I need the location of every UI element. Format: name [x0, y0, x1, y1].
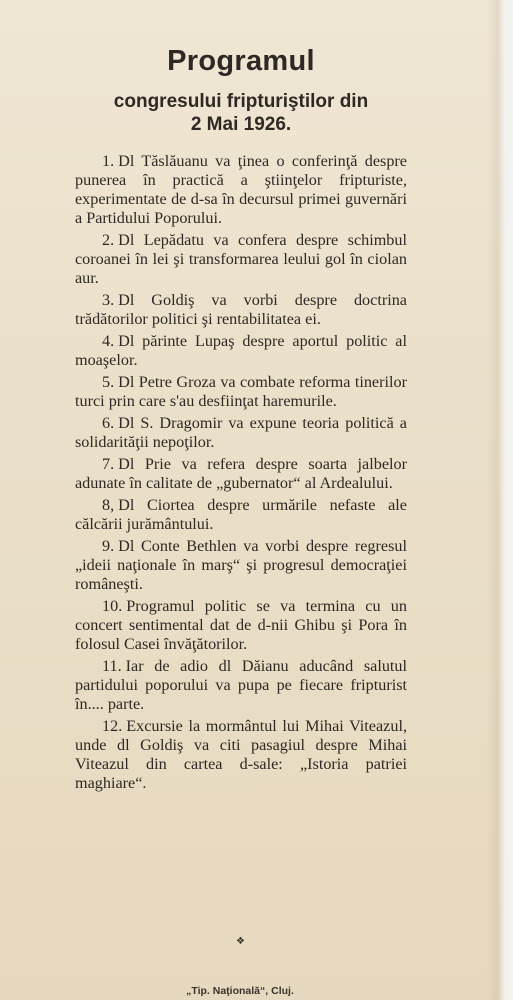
program-item: [75, 717, 407, 793]
item-number: 4.: [102, 332, 115, 350]
ornament-icon: ❖: [236, 936, 245, 947]
program-item: [75, 373, 407, 411]
item-text: Iar de adio dl Dăianu aducând salutul partidului poporului va pupa pe fiecare fripturist în.... parte.: [75, 657, 407, 713]
program-item: [75, 414, 407, 452]
item-number: 3.: [102, 291, 115, 309]
document-body: [75, 44, 407, 796]
item-number: 12.: [102, 717, 123, 735]
program-item: [75, 597, 407, 654]
item-text: Dl părinte Lupaş despre aportul politic al moaşelor.: [75, 332, 407, 369]
subtitle-line-2: 2 Mai 1926.: [190, 114, 292, 135]
program-item: [75, 537, 407, 594]
item-number: 8,: [102, 496, 115, 514]
program-item: [75, 332, 407, 370]
printer-imprint: „Tip. Naţională“, Cluj.: [186, 985, 294, 997]
item-number: 6.: [102, 414, 115, 432]
item-number: 1.: [102, 152, 115, 170]
item-text: Dl Petre Groza va combate reforma tinerilor turci prin care s'au desfiinţat haremurile.: [75, 373, 407, 410]
item-text: Dl Ciortea despre urmările nefaste ale călcării jurământului.: [75, 496, 407, 533]
item-text: Dl Goldiş va vorbi despre doctrina trădătorilor politici şi rentabilitatea ei.: [75, 291, 407, 328]
item-number: 5.: [102, 373, 115, 391]
program-item: [75, 455, 407, 493]
item-number: 2.: [102, 231, 115, 249]
item-text: Dl Conte Bethlen va vorbi despre regresul „ideii naţionale în marş“ şi progresul democraţiei româneşti.: [75, 537, 407, 593]
program-item: [75, 152, 407, 228]
item-number: 7.: [102, 455, 115, 473]
paper-edge: [487, 0, 513, 1000]
item-text: Dl Lepădatu va confera despre schimbul coroanei în lei şi transformarea leului gol în ciolan aur.: [75, 231, 407, 287]
subtitle-line-1: congresului fripturiştilor din: [113, 91, 369, 112]
program-item: [75, 496, 407, 534]
document-title: Programul: [167, 45, 315, 77]
item-text: Dl Tăslăuanu va ţinea o conferinţă despre punerea în practică a ştiinţelor fripturiste, experimentate de d-sa în decursul primei guvernări a Partidului Poporului.: [75, 152, 407, 227]
item-number: 11.: [102, 657, 122, 675]
program-list: [75, 152, 407, 793]
program-item: [75, 657, 407, 714]
item-text: Programul politic se va termina cu un concert sentimental dat de d-nii Ghibu şi Pora în folosul Casei învăţătorilor.: [75, 597, 407, 653]
item-number: 10.: [102, 597, 123, 615]
program-item: [75, 291, 407, 329]
item-text: Excursie la mormântul lui Mihai Viteazul, unde dl Goldiş va citi pasagiul despre Mihai Viteazul din cartea d-sale: „Istoria patriei maghiare“.: [75, 717, 407, 792]
item-number: 9.: [102, 537, 115, 555]
item-text: Dl Prie va refera despre soarta jalbelor adunate în calitate de „gubernator“ al Ardealului.: [75, 455, 407, 492]
program-item: [75, 231, 407, 288]
document-subtitle: [75, 90, 407, 136]
item-text: Dl S. Dragomir va expune teoria politică a solidarităţii nepoţilor.: [75, 414, 407, 451]
